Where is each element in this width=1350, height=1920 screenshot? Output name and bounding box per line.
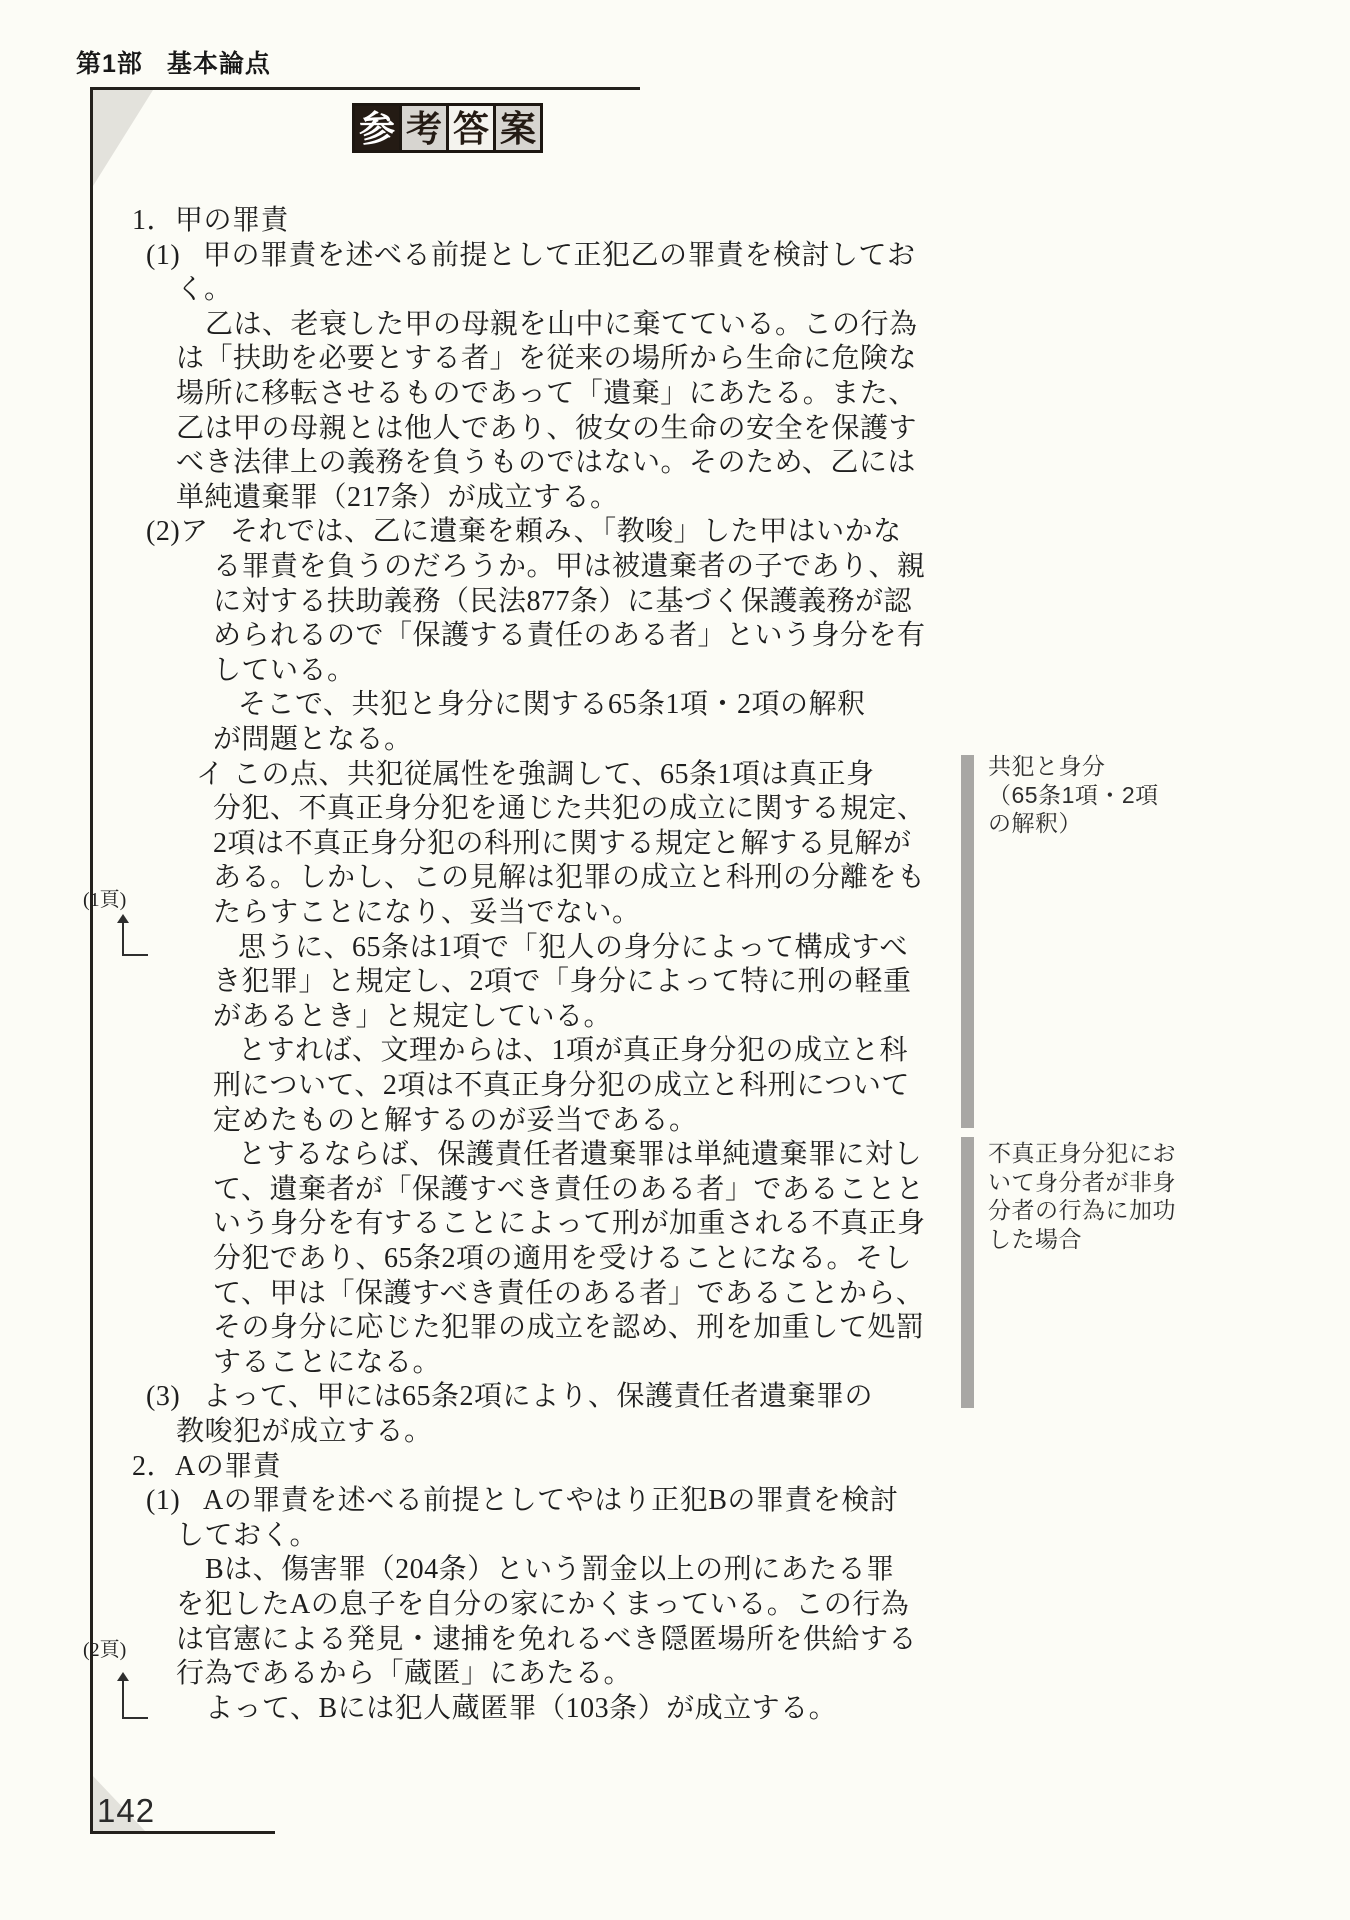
text-line: よって、甲には65条2項により、保護責任者遺棄罪の: [203, 1381, 873, 1413]
text-line: は官憲による発見・逮捕を免れるべき隠匿場所を供給する: [176, 1623, 918, 1655]
side-note-2-text: [988, 1139, 1176, 1253]
side-note-line: 不真正身分犯にお: [988, 1140, 1176, 1166]
text-line: とするならば、保護責任者遺棄罪は単純遺棄罪に対し: [238, 1139, 923, 1171]
text-line: 刑について、2項は不真正身分犯の成立と科刑について: [213, 1070, 910, 1101]
side-note-2-bar: [961, 1137, 974, 1408]
list-marker: (1): [146, 1485, 181, 1517]
page-break-marker-1: (1頁): [83, 889, 127, 911]
text-line: められるので「保護する責任のある者」という身分を有: [213, 620, 926, 652]
chapter-part-label: 第1部: [76, 50, 143, 78]
text-line: く。: [176, 274, 233, 306]
left-border-rule: [90, 87, 93, 1834]
text-line: 1．甲の罪責: [132, 205, 290, 236]
text-line: が問題となる。: [213, 724, 413, 755]
list-marker: (3): [146, 1381, 181, 1413]
text-line: 2項は不真正身分犯の科刑に関する規定と解する見解が: [213, 827, 912, 859]
text-line: それでは、乙に遺棄を頼み、「教唆」した甲はいかな: [230, 516, 902, 548]
title-char: 考: [399, 106, 446, 150]
list-marker: (2)ア: [146, 516, 209, 548]
text-line: しておく。: [176, 1519, 318, 1551]
text-line: に対する扶助義務（民法877条）に基づく保護義務が認: [213, 585, 913, 617]
text-line: よって、Bには犯人蔵匿罪（103条）が成立する。: [205, 1692, 838, 1724]
text-line: 乙は、老衰した甲の母親を山中に棄てている。この行為: [205, 308, 918, 340]
page-number: 142: [97, 1792, 156, 1829]
text-line: することになる。: [213, 1346, 442, 1378]
text-line: を犯したAの息子を自分の家にかくまっている。この行為: [176, 1589, 910, 1620]
text-line: き犯罪」と規定し、2項で「身分によって特に刑の軽重: [213, 966, 912, 998]
list-marker: イ: [196, 758, 225, 790]
side-note-line: 共犯と身分: [988, 753, 1106, 779]
text-line: 教唆犯が成立する。: [176, 1416, 433, 1447]
title-banner: [352, 103, 543, 153]
text-line: 2．Aの罪責: [132, 1450, 282, 1482]
chapter-title-label: 基本論点: [166, 50, 271, 78]
text-line: そこで、共犯と身分に関する65条1項・2項の解釈: [238, 689, 866, 721]
chapter-header: [76, 44, 271, 80]
title-char: 答: [446, 106, 493, 150]
text-line: 分犯であり、65条2項の適用を受けることになる。そし: [213, 1243, 913, 1274]
title-char: 参: [355, 106, 399, 150]
text-line: 乙は甲の母親とは他人であり、彼女の生命の安全を保護す: [176, 412, 918, 444]
text-line: は「扶助を必要とする者」を従来の場所から生命に危険な: [176, 343, 918, 375]
footer-rule: [90, 1831, 275, 1834]
text-line: 甲の罪責を述べる前提として正犯乙の罪責を検討してお: [203, 239, 916, 271]
side-note-1-text: [988, 752, 1159, 838]
page-break-arrow-icon: [122, 1677, 148, 1719]
header-rule: [90, 87, 640, 90]
text-line: ある。しかし、この見解は犯罪の成立と科刑の分離をも: [213, 862, 926, 894]
text-line: その身分に応じた犯罪の成立を認め、刑を加重して処罰: [213, 1312, 925, 1344]
corner-triangle-top: [93, 90, 153, 186]
text-line: 定めたものと解するのが妥当である。: [213, 1104, 698, 1136]
text-line: とすれば、文理からは、1項が真正身分犯の成立と科: [238, 1035, 909, 1067]
page-break-arrow-icon: [122, 919, 148, 956]
side-note-1-bar: [961, 755, 974, 1128]
text-line: 場所に移転させるものであって「遺棄」にあたる。また、: [176, 378, 917, 409]
text-line: べき法律上の義務を負うものではない。そのため、乙には: [176, 447, 916, 479]
side-note-line: いて身分者が非身: [988, 1168, 1176, 1195]
list-marker: (1): [146, 239, 181, 271]
side-note-line: の解釈）: [988, 810, 1082, 836]
side-note-line: （65条1項・2項: [988, 781, 1159, 808]
page-break-marker-2: (2頁): [83, 1639, 127, 1661]
text-line: Bは、傷害罪（204条）という罰金以上の刑にあたる罪: [205, 1554, 895, 1586]
side-note-line: した場合: [988, 1225, 1082, 1252]
title-char: 案: [493, 106, 540, 150]
text-line: いう身分を有することによって刑が加重される不真正身: [213, 1208, 926, 1240]
text-line: 思うに、65条は1項で「犯人の身分によって構成すべ: [238, 931, 908, 963]
text-line: て、遺棄者が「保護すべき責任のある者」であることと: [213, 1173, 925, 1205]
text-line: している。: [213, 654, 356, 686]
text-line: Aの罪責を述べる前提としてやはり正犯Bの罪責を検討: [203, 1485, 899, 1517]
text-line: 行為であるから「蔵匿」にあたる。: [176, 1658, 633, 1690]
text-line: があるとき」と規定している。: [213, 1000, 613, 1032]
text-line: て、甲は「保護すべき責任のある者」であることから、: [213, 1277, 925, 1309]
text-line: る罪責を負うのだろうか。甲は被遺棄者の子であり、親: [213, 551, 926, 582]
text-line: この点、共犯従属性を強調して、65条1項は真正身: [233, 758, 875, 790]
text-line: 分犯、不真正身分犯を通じた共犯の成立に関する規定、: [213, 793, 926, 825]
text-line: たらすことになり、妥当でない。: [213, 897, 641, 928]
side-note-line: 分者の行為に加功: [988, 1197, 1176, 1223]
text-line: 単純遺棄罪（217条）が成立する。: [176, 481, 619, 513]
